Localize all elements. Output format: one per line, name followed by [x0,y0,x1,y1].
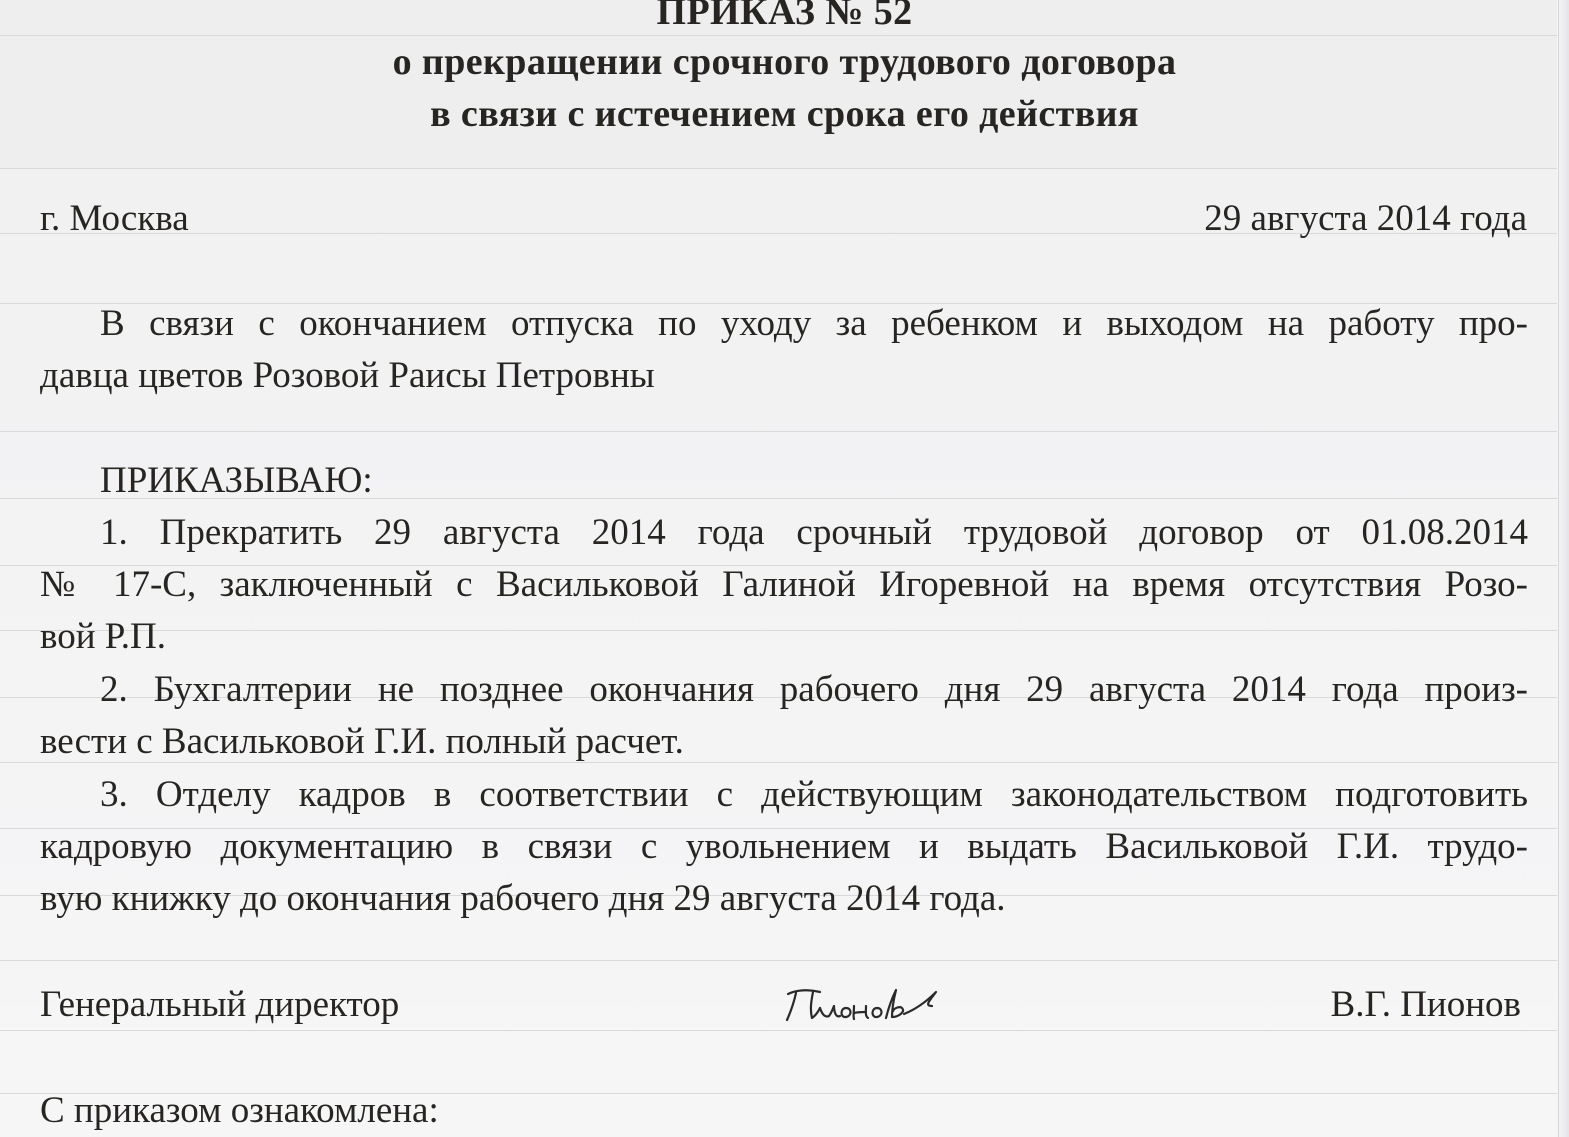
preamble-line: В связи с окончанием отпуска по уходу за ребенком и выходом на работу про- [100,303,1528,344]
item-3-line: вую книжку до окончания рабочего дня 29 августа 2014 года. [40,878,1006,919]
page-edge-line [1558,0,1559,1137]
signer-name: В.Г. Пионов [1330,984,1521,1025]
item-3-line: кадровую документацию в связи с увольнением и выдать Васильковой Г.И. трудо- [40,826,1528,867]
ruled-line [0,168,1560,169]
item-2-line: 2. Бухгалтерии не позднее окончания рабочего дня 29 августа 2014 года произ- [100,669,1528,710]
item-1-line: вой Р.П. [40,616,166,657]
item-2-line: вести с Васильковой Г.И. полный расчет. [40,721,684,762]
item-1-line: № 17-С, заключенный с Васильковой Галиной Игоревной на время отсутствия Розо- [40,564,1528,605]
city-label: г. Москва [40,198,189,239]
order-date: 29 августа 2014 года [1204,198,1527,239]
preamble-line: давца цветов Розовой Раисы Петровны [40,355,655,396]
order-subtitle-line-2: в связи с истечением срока его действия [430,93,1139,135]
item-1-line: 1. Прекратить 29 августа 2014 года срочный трудовой договор от 01.08.2014 [100,512,1528,553]
ruled-line [0,960,1560,961]
item-3-line: 3. Отделу кадров в соответствии с действующим законодательством подготовить [100,774,1528,815]
signer-position: Генеральный директор [40,984,400,1025]
ruled-line [0,431,1560,432]
order-subtitle-line-1: о прекращении срочного трудового договора [392,41,1177,83]
handwritten-signature [782,984,942,1030]
acknowledgement-label: С приказом ознакомлена: [40,1090,439,1131]
ruled-line [0,630,1560,631]
order-number-title: ПРИКАЗ № 52 [656,0,913,33]
order-word: ПРИКАЗЫВАЮ: [100,460,373,501]
